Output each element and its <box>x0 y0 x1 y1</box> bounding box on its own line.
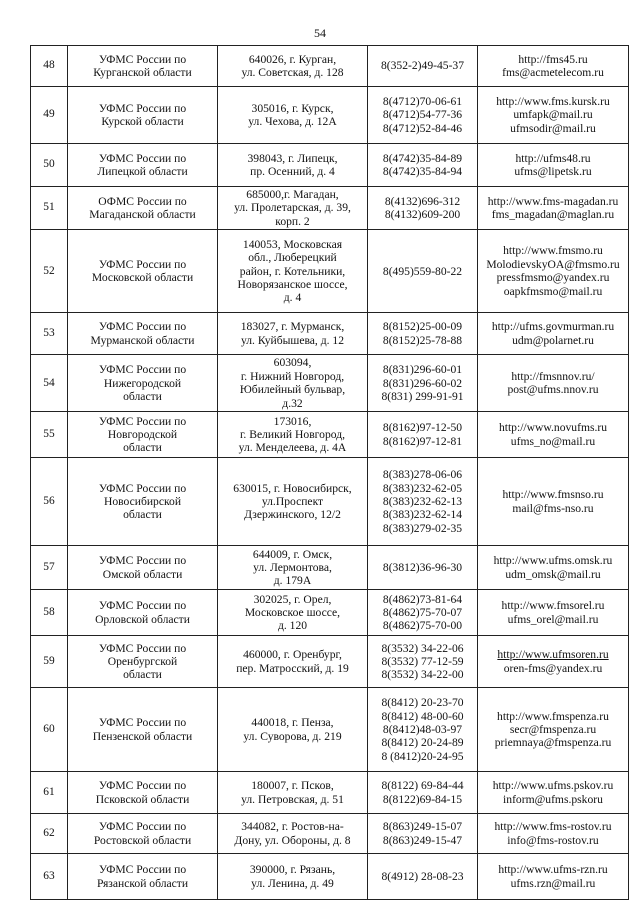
office-address-line: Дону, ул. Обороны, д. 8 <box>234 833 351 847</box>
office-web-email-line[interactable]: http://www.fms-magadan.ru <box>487 194 619 208</box>
office-name-line: области <box>123 508 162 522</box>
office-name-line: УФМС России по <box>98 716 187 730</box>
office-web-email-cell <box>478 46 629 87</box>
office-address-line: ул. Ленина, д. 49 <box>251 876 334 890</box>
row-number-cell: 55 <box>31 412 68 458</box>
office-web-email-cell <box>478 144 629 187</box>
office-web-email-line[interactable]: ufmsodir@mail.ru <box>510 121 596 135</box>
office-address-line: 640026, г. Курган, <box>248 52 337 66</box>
office-phones-line: 8(383)279-02-35 <box>382 521 463 535</box>
office-web-email-cell <box>478 546 629 590</box>
office-phones-line: 8(4862)73-81-64 <box>382 592 463 606</box>
table-row <box>31 46 629 87</box>
office-phones-line: 8(383)232-62-05 <box>382 481 463 495</box>
office-phones-cell <box>368 355 478 412</box>
office-web-email-line[interactable]: http://www.ufms-rzn.ru <box>498 863 608 877</box>
office-web-email-line[interactable]: http://www.novufms.ru <box>498 421 608 435</box>
office-address-line: д. 120 <box>277 619 308 633</box>
office-name-cell <box>68 458 218 546</box>
office-name-line: Пензенской области <box>92 729 193 743</box>
office-name-line: Новосибирской <box>103 495 182 509</box>
office-web-email-line[interactable]: http://www.fmsmo.ru <box>503 244 603 258</box>
office-name-line: УФМС России по <box>98 554 187 568</box>
office-phones-cell <box>368 46 478 87</box>
office-web-email-cell <box>478 87 629 144</box>
office-name-line: Омской области <box>102 567 183 581</box>
office-web-email-line[interactable]: mail@fms-nso.ru <box>512 501 594 515</box>
office-address-cell <box>218 814 368 854</box>
office-address-line: ул. Чехова, д. 12А <box>248 115 337 128</box>
office-address-line: 390000, г. Рязань, <box>249 863 336 877</box>
office-address-line: ул. Лермонтова, <box>253 561 332 575</box>
office-name-line: УФМС России по <box>98 414 187 428</box>
office-web-email-cell <box>478 412 629 458</box>
office-name-cell <box>68 412 218 458</box>
office-name-line: области <box>123 441 162 455</box>
row-number-cell: 53 <box>31 313 68 355</box>
office-address-line: 305016, г. Курск, <box>251 101 334 115</box>
office-name-line: УФМС России по <box>98 863 187 877</box>
office-name-cell <box>68 87 218 144</box>
office-name-line: УФМС России по <box>98 363 187 377</box>
office-address-cell <box>218 313 368 355</box>
office-web-email-cell <box>478 688 629 772</box>
office-address-line: 140053, Московская <box>242 237 343 251</box>
office-phones-cell <box>368 854 478 900</box>
office-name-line: УФМС России по <box>98 101 187 115</box>
office-phones-cell <box>368 688 478 772</box>
office-phones-cell <box>368 814 478 854</box>
office-web-email-line[interactable]: priemnaya@fmspenza.ru <box>494 736 612 750</box>
office-address-line: ул. Пролетарская, д. 39, <box>234 201 351 215</box>
office-phones-line: 8(4912) 28-08-23 <box>381 870 464 884</box>
office-address-cell <box>218 412 368 458</box>
row-number-cell: 56 <box>31 458 68 546</box>
office-address-line: ул. Советская, д. 128 <box>241 66 344 79</box>
office-phones-line: 8(3532) 77-12-59 <box>381 655 464 669</box>
office-web-email-line[interactable]: ufms@lipetsk.ru <box>514 165 592 178</box>
office-web-email-line[interactable]: http://www.ufms.omsk.ru <box>493 554 613 568</box>
office-address-line: 302025, г. Орел, <box>253 592 332 606</box>
row-number-cell: 50 <box>31 144 68 187</box>
office-web-email-line[interactable]: http://fms45.ru <box>518 52 588 66</box>
office-web-email-line[interactable]: secr@fmspenza.ru <box>509 723 597 737</box>
office-address-line: 180007, г. Псков, <box>251 779 334 793</box>
office-web-email-line[interactable]: udm_omsk@mail.ru <box>505 567 601 581</box>
row-number-cell: 51 <box>31 187 68 230</box>
office-phones-line: 8(3532) 34-22-06 <box>381 641 464 655</box>
office-web-email-line[interactable]: ufms.rzn@mail.ru <box>510 876 596 890</box>
office-web-email-cell <box>478 814 629 854</box>
office-phones-cell <box>368 313 478 355</box>
office-phones-line: 8(4712)52-84-46 <box>382 121 463 135</box>
office-address-cell <box>218 230 368 313</box>
office-phones-line: 8(8412)48-03-97 <box>382 723 463 737</box>
office-phones-line: 8 (8412)20-24-95 <box>381 749 464 763</box>
table-row <box>31 772 629 814</box>
office-phones-cell <box>368 412 478 458</box>
office-name-cell <box>68 590 218 636</box>
office-name-cell <box>68 546 218 590</box>
office-name-cell <box>68 230 218 313</box>
office-name-line: Нижегородской <box>103 376 182 390</box>
office-name-line: ОФМС России по <box>98 194 187 208</box>
table-row <box>31 87 629 144</box>
office-phones-cell <box>368 187 478 230</box>
office-address-line: д. 179А <box>273 574 312 588</box>
office-address-line: 344082, г. Ростов-на- <box>241 820 344 834</box>
table-row <box>31 546 629 590</box>
office-address-line: ул. Суворова, д. 219 <box>243 729 342 743</box>
office-web-email-line[interactable]: info@fms-rostov.ru <box>507 833 599 847</box>
table-row <box>31 458 629 546</box>
row-number-cell: 63 <box>31 854 68 900</box>
office-address-line: 398043, г. Липецк, <box>247 151 338 165</box>
table-row <box>31 187 629 230</box>
office-phones-line: 8(4862)75-70-00 <box>382 619 463 633</box>
office-name-line: УФМС России по <box>98 779 187 793</box>
office-address-line: Новорязанское шоссе, <box>237 277 348 291</box>
table-row <box>31 590 629 636</box>
office-address-cell <box>218 854 368 900</box>
office-phones-line: 8(495)559-80-22 <box>382 264 463 278</box>
office-phones-line: 8(352-2)49-45-37 <box>380 59 465 73</box>
table-row <box>31 412 629 458</box>
office-name-line: области <box>123 668 162 682</box>
office-name-line: Орловской области <box>95 612 190 626</box>
office-web-email-line[interactable]: pressfmsmo@yandex.ru <box>496 271 610 285</box>
office-phones-line: 8(4712)54-77-36 <box>382 108 463 122</box>
office-name-line: УФМС России по <box>98 320 187 334</box>
office-address-cell <box>218 187 368 230</box>
office-phones-cell <box>368 144 478 187</box>
office-phones-line: 8(831)296-60-02 <box>382 376 463 390</box>
office-web-email-cell <box>478 458 629 546</box>
row-number-cell: 61 <box>31 772 68 814</box>
office-web-email-cell <box>478 187 629 230</box>
office-web-email-line[interactable]: inform@ufms.pskoru <box>503 792 603 806</box>
office-phones-line: 8(8162)97-12-81 <box>382 434 463 448</box>
office-address-cell <box>218 46 368 87</box>
row-number-cell: 60 <box>31 688 68 772</box>
office-address-cell <box>218 636 368 688</box>
office-phones-line: 8(4132)696-312 <box>384 194 461 208</box>
office-address-cell <box>218 87 368 144</box>
office-web-email-line[interactable]: post@ufms.nnov.ru <box>507 383 599 397</box>
office-phones-cell <box>368 636 478 688</box>
office-web-email-line[interactable]: oapkfmsmo@mail.ru <box>503 284 603 298</box>
office-address-line: ул. Петровская, д. 51 <box>241 792 344 806</box>
office-address-cell <box>218 772 368 814</box>
office-name-line: Оренбургской <box>107 655 178 669</box>
table-row <box>31 688 629 772</box>
office-address-line: пер. Матросский, д. 19 <box>236 661 349 675</box>
office-name-line: Псковской области <box>95 792 190 806</box>
office-name-cell <box>68 46 218 87</box>
row-number-cell: 54 <box>31 355 68 412</box>
office-web-email-cell <box>478 355 629 412</box>
office-name-cell <box>68 144 218 187</box>
office-phones-line: 8(3532) 34-22-00 <box>381 668 464 682</box>
office-phones-line: 8(4712)70-06-61 <box>382 94 463 108</box>
office-address-cell <box>218 458 368 546</box>
office-address-line: д.32 <box>282 396 303 410</box>
office-address-line: 183027, г. Мурманск, <box>240 320 345 334</box>
row-number-cell: 48 <box>31 46 68 87</box>
table-row <box>31 230 629 313</box>
office-address-line: ул.Проспект <box>261 495 324 509</box>
office-address-line: Юбилейный бульвар, <box>239 383 346 397</box>
office-name-line: УФМС России по <box>98 52 187 66</box>
office-web-email-cell <box>478 854 629 900</box>
office-address-line: обл., Люберецкий <box>248 251 337 265</box>
office-name-cell <box>68 772 218 814</box>
office-web-email-line[interactable]: http://ufms48.ru <box>515 151 591 165</box>
office-phones-line: 8(831) 299-91-91 <box>381 389 464 403</box>
office-phones-line: 8(383)232-62-13 <box>382 495 463 509</box>
office-web-email-cell <box>478 230 629 313</box>
office-web-email-line[interactable]: MolodievskyOA@fmsmo.ru <box>486 257 620 271</box>
office-name-line: Московской области <box>91 271 194 285</box>
table-body <box>31 46 629 900</box>
office-web-email-line[interactable]: http://www.fms.kursk.ru <box>496 94 610 108</box>
office-web-email-line[interactable]: fms@acmetelecom.ru <box>502 66 604 79</box>
office-name-cell <box>68 355 218 412</box>
office-phones-line: 8(383)232-62-14 <box>382 508 463 522</box>
office-phones-cell <box>368 772 478 814</box>
row-number-cell: 59 <box>31 636 68 688</box>
office-web-email-cell <box>478 313 629 355</box>
office-name-line: Ростовской области <box>93 833 192 847</box>
office-phones-cell <box>368 590 478 636</box>
office-address-line: пр. Осенний, д. 4 <box>250 165 335 178</box>
office-web-email-line[interactable]: http://ufms.govmurman.ru <box>491 320 615 334</box>
office-web-email-line[interactable]: udm@polarnet.ru <box>512 333 594 347</box>
office-phones-line: 8(8122) 69-84-44 <box>381 779 464 793</box>
office-phones-line: 8(3812)36-96-30 <box>382 561 463 575</box>
office-name-line: УФМС России по <box>98 481 187 495</box>
office-web-email-line[interactable]: http://www.fmsnso.ru <box>502 488 604 502</box>
office-name-line: УФМС России по <box>98 820 187 834</box>
office-web-email-line[interactable]: http://www.ufms.pskov.ru <box>492 779 614 793</box>
office-name-line: Курской области <box>101 115 184 128</box>
office-address-line: 460000, г. Оренбург, <box>243 648 342 662</box>
office-web-email-line[interactable]: oren-fms@yandex.ru <box>503 661 603 675</box>
table-row <box>31 144 629 187</box>
office-phones-line: 8(8162)97-12-50 <box>382 421 463 435</box>
office-name-cell <box>68 636 218 688</box>
office-name-cell <box>68 313 218 355</box>
office-address-line: район, г. Котельники, <box>239 264 346 278</box>
table-row <box>31 313 629 355</box>
office-phones-cell <box>368 87 478 144</box>
row-number-cell: 62 <box>31 814 68 854</box>
office-web-email-line[interactable]: http://www.fms-rostov.ru <box>494 820 612 834</box>
office-name-cell <box>68 688 218 772</box>
office-phones-line: 8(863)249-15-07 <box>382 820 463 834</box>
office-name-line: УФМС России по <box>98 641 187 655</box>
office-name-line: Магаданской области <box>89 208 196 222</box>
office-phones-line: 8(4742)35-84-89 <box>382 151 463 165</box>
office-address-cell <box>218 546 368 590</box>
table-row <box>31 636 629 688</box>
office-phones-line: 8(8152)25-00-09 <box>382 320 463 334</box>
office-phones-cell <box>368 230 478 313</box>
row-number-cell: 52 <box>31 230 68 313</box>
office-web-email-cell <box>478 636 629 688</box>
office-name-line: области <box>123 389 162 403</box>
office-web-email-cell <box>478 772 629 814</box>
office-web-email-line[interactable]: http://www.fmspenza.ru <box>497 709 609 723</box>
office-name-line: УФМС России по <box>98 151 187 165</box>
office-address-line: Московское шоссе, <box>244 606 341 620</box>
office-name-cell <box>68 187 218 230</box>
office-web-email-line[interactable]: fms_magadan@maglan.ru <box>491 208 615 222</box>
office-phones-cell <box>368 546 478 590</box>
office-phones-line: 8(4132)609-200 <box>384 208 461 222</box>
office-name-line: Курганской области <box>93 66 192 79</box>
office-name-line: УФМС России по <box>98 257 187 271</box>
ufms-contacts-table <box>30 45 629 900</box>
row-number-cell: 49 <box>31 87 68 144</box>
office-address-cell <box>218 355 368 412</box>
office-address-line: 440018, г. Пенза, <box>251 716 334 730</box>
office-phones-line: 8(8122)69-84-15 <box>382 792 463 806</box>
office-address-line: 630015, г. Новосибирск, <box>233 481 352 495</box>
office-phones-line: 8(4862)75-70-07 <box>382 606 463 620</box>
row-number-cell: 58 <box>31 590 68 636</box>
office-phones-cell <box>368 458 478 546</box>
office-address-line: корп. 2 <box>275 214 310 228</box>
office-address-line: 685000,г. Магадан, <box>246 188 339 201</box>
office-name-line: Рязанской области <box>96 876 189 890</box>
office-address-line: Дзержинского, 12/2 <box>244 508 341 522</box>
office-name-cell <box>68 854 218 900</box>
office-web-email-line[interactable]: http://fmsnnov.ru/ <box>511 369 595 383</box>
office-web-email-line[interactable]: http://www.fmsorel.ru <box>501 599 605 613</box>
office-phones-line: 8(8412) 20-24-89 <box>381 736 464 750</box>
office-name-cell <box>68 814 218 854</box>
office-address-line: г. Нижний Новгород, <box>240 369 345 383</box>
office-name-line: Новгородской <box>107 428 178 442</box>
table-row <box>31 355 629 412</box>
office-phones-line: 8(8412) 48-00-60 <box>381 709 464 723</box>
office-phones-line: 8(8152)25-78-88 <box>382 333 463 347</box>
office-address-line: ул. Куйбышева, д. 12 <box>240 333 345 347</box>
office-web-email-line[interactable]: ufms_no@mail.ru <box>510 434 596 448</box>
office-phones-line: 8(863)249-15-47 <box>382 833 463 847</box>
page-number: 54 <box>314 26 326 40</box>
table-row <box>31 854 629 900</box>
office-address-line: 603094, <box>273 356 312 370</box>
office-name-line: Мурманской области <box>90 333 195 347</box>
office-phones-line: 8(4742)35-84-94 <box>382 165 463 178</box>
row-number-cell: 57 <box>31 546 68 590</box>
office-web-email-cell <box>478 590 629 636</box>
office-address-line: 644009, г. Омск, <box>252 547 333 561</box>
office-web-email-line[interactable]: umfapk@mail.ru <box>513 108 593 122</box>
office-address-line: ул. Менделеева, д. 4А <box>238 441 347 455</box>
office-address-line: д. 4 <box>283 291 302 305</box>
office-web-email-line[interactable]: ufms_orel@mail.ru <box>507 612 599 626</box>
office-address-line: 173016, <box>273 414 312 428</box>
office-address-cell <box>218 590 368 636</box>
office-address-cell <box>218 688 368 772</box>
office-phones-line: 8(8412) 20-23-70 <box>381 696 464 710</box>
table-row <box>31 814 629 854</box>
office-phones-line: 8(831)296-60-01 <box>382 363 463 377</box>
office-address-line: г. Великий Новгород, <box>239 428 346 442</box>
office-name-line: Липецкой области <box>97 165 188 178</box>
office-phones-line: 8(383)278-06-06 <box>382 468 463 482</box>
office-web-email-line[interactable]: http://www.ufmsoren.ru <box>497 648 609 662</box>
office-address-cell <box>218 144 368 187</box>
office-name-line: УФМС России по <box>98 599 187 613</box>
